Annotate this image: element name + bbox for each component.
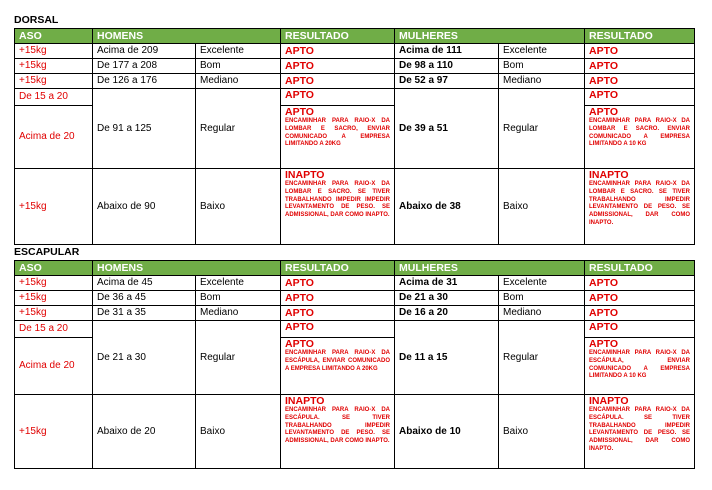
men-class: Baixo: [196, 395, 281, 469]
women-class: Bom: [499, 59, 585, 74]
women-range: De 11 a 15: [395, 321, 499, 395]
women-result: APTO: [585, 306, 695, 321]
header-resultado: RESULTADO: [585, 29, 695, 44]
women-range: De 39 a 51: [395, 89, 499, 169]
men-range: De 36 a 45: [93, 291, 196, 306]
women-range: De 98 a 110: [395, 59, 499, 74]
women-result: [585, 169, 695, 245]
men-range: De 177 a 208: [93, 59, 196, 74]
men-range: Abaixo de 90: [93, 169, 196, 245]
men-class: Excelente: [196, 276, 281, 291]
men-range: De 31 a 35: [93, 306, 196, 321]
header-resultado: RESULTADO: [281, 29, 395, 44]
men-result: [281, 395, 395, 469]
header-resultado: RESULTADO: [585, 261, 695, 276]
women-class: Excelente: [499, 276, 585, 291]
women-class: Baixo: [499, 395, 585, 469]
aso-cell: +15kg: [15, 395, 93, 469]
men-result: APTO: [281, 291, 395, 306]
men-class: Bom: [196, 291, 281, 306]
men-range: Acima de 209: [93, 44, 196, 59]
men-class: Mediano: [196, 306, 281, 321]
men-class: Excelente: [196, 44, 281, 59]
men-result: APTO: [281, 74, 395, 89]
header-aso: ASO: [15, 261, 93, 276]
result-note: ENCAMINHAR PARA RAIO-X DA LOMBAR E SACRO, ENVIAR COMUNICADO A EMPRESA LIMITANDO A 20KG: [285, 118, 390, 148]
women-class: Excelente: [499, 44, 585, 59]
men-class: Regular: [196, 321, 281, 395]
men-range: Acima de 45: [93, 276, 196, 291]
women-range: De 16 a 20: [395, 306, 499, 321]
table-row: [15, 169, 695, 245]
escapular-table: [14, 260, 695, 469]
table-row: [15, 59, 695, 74]
result-note: ENCAMINHAR PARA RAIO-X DA LOMBAR E SACRO. SE TIVER TRABALHANDO IMPEDIR IMPEDIR LEVANTAMENTO DE PESO. SE ADMISSIONAL, DAR COMO INAPTO.: [285, 181, 390, 219]
women-class: Regular: [499, 321, 585, 395]
result-label: INAPTO: [285, 169, 325, 181]
table-row: [15, 44, 695, 59]
result-label: INAPTO: [589, 169, 629, 181]
table-row: [15, 89, 695, 106]
table-row: [15, 291, 695, 306]
women-result: APTO: [585, 321, 695, 338]
aso-cell: Acima de 20: [15, 106, 93, 169]
aso-cell: +15kg: [15, 276, 93, 291]
men-result: APTO: [281, 44, 395, 59]
table-row: [15, 306, 695, 321]
table-row: [15, 321, 695, 338]
result-note: ENCAMINHAR PARA RAIO-X DA ESCÁPULA, ENVIAR COMUNICADO A EMPRESA LIMITANDO A 10 KG: [589, 350, 691, 380]
dorsal-table: [14, 28, 695, 245]
men-result: APTO: [281, 306, 395, 321]
women-result: APTO: [585, 59, 695, 74]
aso-cell: +15kg: [15, 74, 93, 89]
men-range: Abaixo de 20: [93, 395, 196, 469]
result-label: APTO: [589, 338, 618, 350]
result-label: INAPTO: [285, 395, 325, 407]
escapular-title: ESCAPULAR: [14, 246, 80, 258]
men-class: Baixo: [196, 169, 281, 245]
header-mulheres: MULHERES: [395, 261, 585, 276]
men-range: De 21 a 30: [93, 321, 196, 395]
men-result: [281, 338, 395, 395]
table-row: [15, 74, 695, 89]
aso-cell: +15kg: [15, 291, 93, 306]
result-label: APTO: [285, 338, 314, 350]
women-result: APTO: [585, 74, 695, 89]
women-result: APTO: [585, 291, 695, 306]
escapular-header-row: [15, 261, 695, 276]
women-range: De 52 a 97: [395, 74, 499, 89]
women-range: Acima de 111: [395, 44, 499, 59]
result-label: APTO: [589, 106, 618, 118]
men-range: De 91 a 125: [93, 89, 196, 169]
header-homens: HOMENS: [93, 261, 281, 276]
women-class: Mediano: [499, 306, 585, 321]
women-result: APTO: [585, 89, 695, 106]
dorsal-title: DORSAL: [14, 14, 59, 26]
women-class: Mediano: [499, 74, 585, 89]
women-result: APTO: [585, 44, 695, 59]
aso-cell: +15kg: [15, 306, 93, 321]
result-note: ENCAMINHAR PARA RAIO-X DA ESCÁPULA, ENVIAR COMUNICADO A EMPRESA LIMITANDO A 20KG: [285, 350, 390, 372]
men-class: Mediano: [196, 74, 281, 89]
women-result: [585, 338, 695, 395]
dorsal-header-row: [15, 29, 695, 44]
women-result: APTO: [585, 276, 695, 291]
header-homens: HOMENS: [93, 29, 281, 44]
result-label: APTO: [285, 106, 314, 118]
men-result: APTO: [281, 59, 395, 74]
men-class: Bom: [196, 59, 281, 74]
aso-cell: +15kg: [15, 169, 93, 245]
women-result: [585, 106, 695, 169]
women-range: Abaixo de 38: [395, 169, 499, 245]
women-result: [585, 395, 695, 469]
women-range: De 21 a 30: [395, 291, 499, 306]
table-row: [15, 276, 695, 291]
aso-cell: Acima de 20: [15, 338, 93, 395]
men-result: APTO: [281, 321, 395, 338]
aso-cell: +15kg: [15, 44, 93, 59]
header-resultado: RESULTADO: [281, 261, 395, 276]
women-class: Regular: [499, 89, 585, 169]
header-aso: ASO: [15, 29, 93, 44]
men-result: [281, 106, 395, 169]
women-range: Abaixo de 10: [395, 395, 499, 469]
women-class: Baixo: [499, 169, 585, 245]
result-note: ENCAMINHAR PARA RAIO-X DA ESCÁPULA. SE TIVER TRABALHANDO IMPEDIR LEVANTAMENTO DE PESO. SE ADMISSIONAL, DAR COMO INAPTO.: [589, 407, 691, 452]
table-row: [15, 395, 695, 469]
men-class: Regular: [196, 89, 281, 169]
result-label: INAPTO: [589, 395, 629, 407]
result-note: ENCAMINHAR PARA RAIO-X DA LOMBAR E SACRO. SE TIVER TRABALHANDO IMPEDIR LEVANTAMENTO DE PESO. SE ADMISSIONAL, DAR COMO INAPTO.: [589, 181, 691, 226]
women-range: Acima de 31: [395, 276, 499, 291]
women-class: Bom: [499, 291, 585, 306]
men-result: [281, 169, 395, 245]
aso-cell: De 15 a 20: [15, 321, 93, 338]
header-mulheres: MULHERES: [395, 29, 585, 44]
men-result: APTO: [281, 276, 395, 291]
aso-cell: +15kg: [15, 59, 93, 74]
aso-cell: De 15 a 20: [15, 89, 93, 106]
result-note: ENCAMINHAR PARA RAIO-X DA ESCÁPULA. SE TIVER TRABALHANDO IMPEDIR LEVANTAMENTO DE PESO. SE ADMISSIONAL, DAR COMO INAPTO.: [285, 407, 390, 445]
result-note: ENCAMINHAR PARA RAIO-X DA LOMBAR E SACRO. ENVIAR COMUNICADO A EMPRESA LIMITANDO A 10 KG: [589, 118, 691, 148]
men-result: APTO: [281, 89, 395, 106]
men-range: De 126 a 176: [93, 74, 196, 89]
